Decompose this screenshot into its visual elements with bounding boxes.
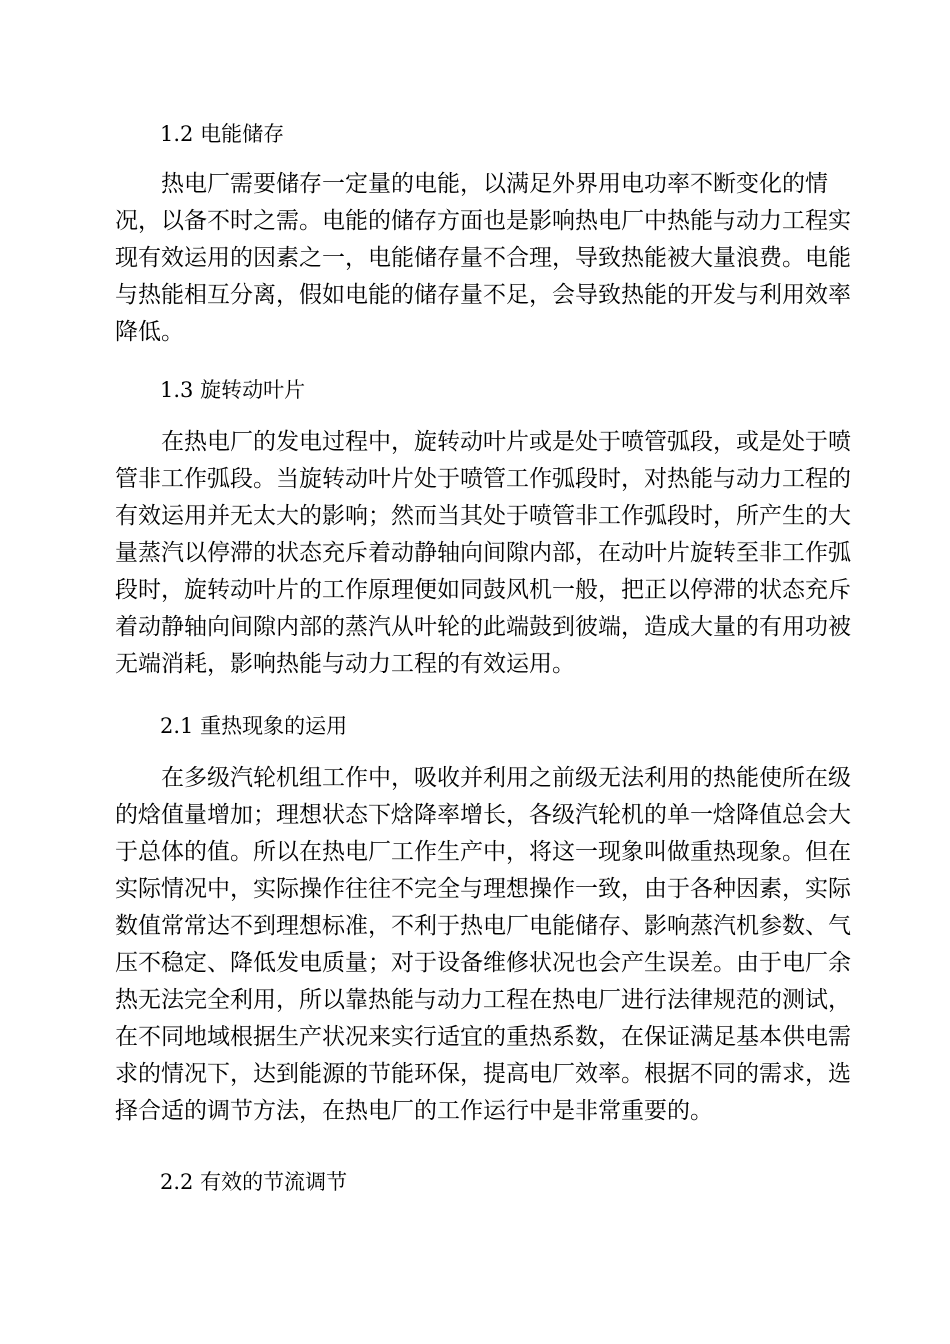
paragraph-line: 求的情况下，达到能源的节能环保，提高电厂效率。根据不同的需求，选 (115, 1061, 851, 1087)
section-paragraph (115, 760, 851, 1130)
paragraph-line: 现有效运用的因素之一，电能储存量不合理，导致热能被大量浪费。电能 (115, 245, 851, 271)
section-paragraph (115, 424, 851, 683)
section-heading: 2.1 重热现象的运用 (160, 714, 348, 738)
paragraph-line: 热无法完全利用，所以靠热能与动力工程在热电厂进行法律规范的测试， (115, 987, 851, 1013)
section-heading: 1.2 电能储存 (160, 122, 285, 146)
paragraph-line: 择合适的调节方法，在热电厂的工作运行中是非常重要的。 (115, 1098, 713, 1124)
section-paragraph (115, 166, 851, 351)
paragraph-line: 热电厂需要储存一定量的电能，以满足外界用电功率不断变化的情 (161, 171, 828, 197)
paragraph-line: 量蒸汽以停滞的状态充斥着动静轴向间隙内部，在动叶片旋转至非工作弧 (115, 540, 851, 566)
paragraph-line: 压不稳定、降低发电质量；对于设备维修状况也会产生误差。由于电厂余 (115, 950, 851, 976)
paragraph-line: 在热电厂的发电过程中，旋转动叶片或是处于喷管弧段，或是处于喷 (161, 429, 851, 455)
paragraph-line: 着动静轴向间隙内部的蒸汽从叶轮的此端鼓到彼端，造成大量的有用功被 (115, 614, 851, 640)
paragraph-line: 实际情况中，实际操作往往不完全与理想操作一致，由于各种因素，实际 (115, 876, 851, 902)
paragraph-line: 况，以备不时之需。电能的储存方面也是影响热电厂中热能与动力工程实 (115, 208, 851, 234)
paragraph-line: 有效运用并无太大的影响；然而当其处于喷管非工作弧段时，所产生的大 (115, 503, 851, 529)
paragraph-line: 数值常常达不到理想标准，不利于热电厂电能储存、影响蒸汽机参数、气 (115, 913, 851, 939)
paragraph-line: 管非工作弧段。当旋转动叶片处于喷管工作弧段时，对热能与动力工程的 (115, 466, 851, 492)
section-heading: 1.3 旋转动叶片 (160, 378, 306, 402)
paragraph-line: 在不同地域根据生产状况来实行适宜的重热系数，在保证满足基本供电需 (115, 1024, 851, 1050)
paragraph-line: 降低。 (115, 319, 184, 345)
paragraph-line: 的焓值量增加；理想状态下焓降率增长，各级汽轮机的单一焓降值总会大 (115, 802, 851, 828)
paragraph-line: 于总体的值。所以在热电厂工作生产中，将这一现象叫做重热现象。但在 (115, 839, 851, 865)
section-heading: 2.2 有效的节流调节 (160, 1170, 348, 1194)
paragraph-line: 与热能相互分离，假如电能的储存量不足，会导致热能的开发与利用效率 (115, 282, 851, 308)
paragraph-line: 段时，旋转动叶片的工作原理便如同鼓风机一般，把正以停滞的状态充斥 (115, 577, 851, 603)
paragraph-line: 无端消耗，影响热能与动力工程的有效运用。 (115, 651, 575, 677)
paragraph-line: 在多级汽轮机组工作中，吸收并利用之前级无法利用的热能使所在级 (161, 765, 851, 791)
